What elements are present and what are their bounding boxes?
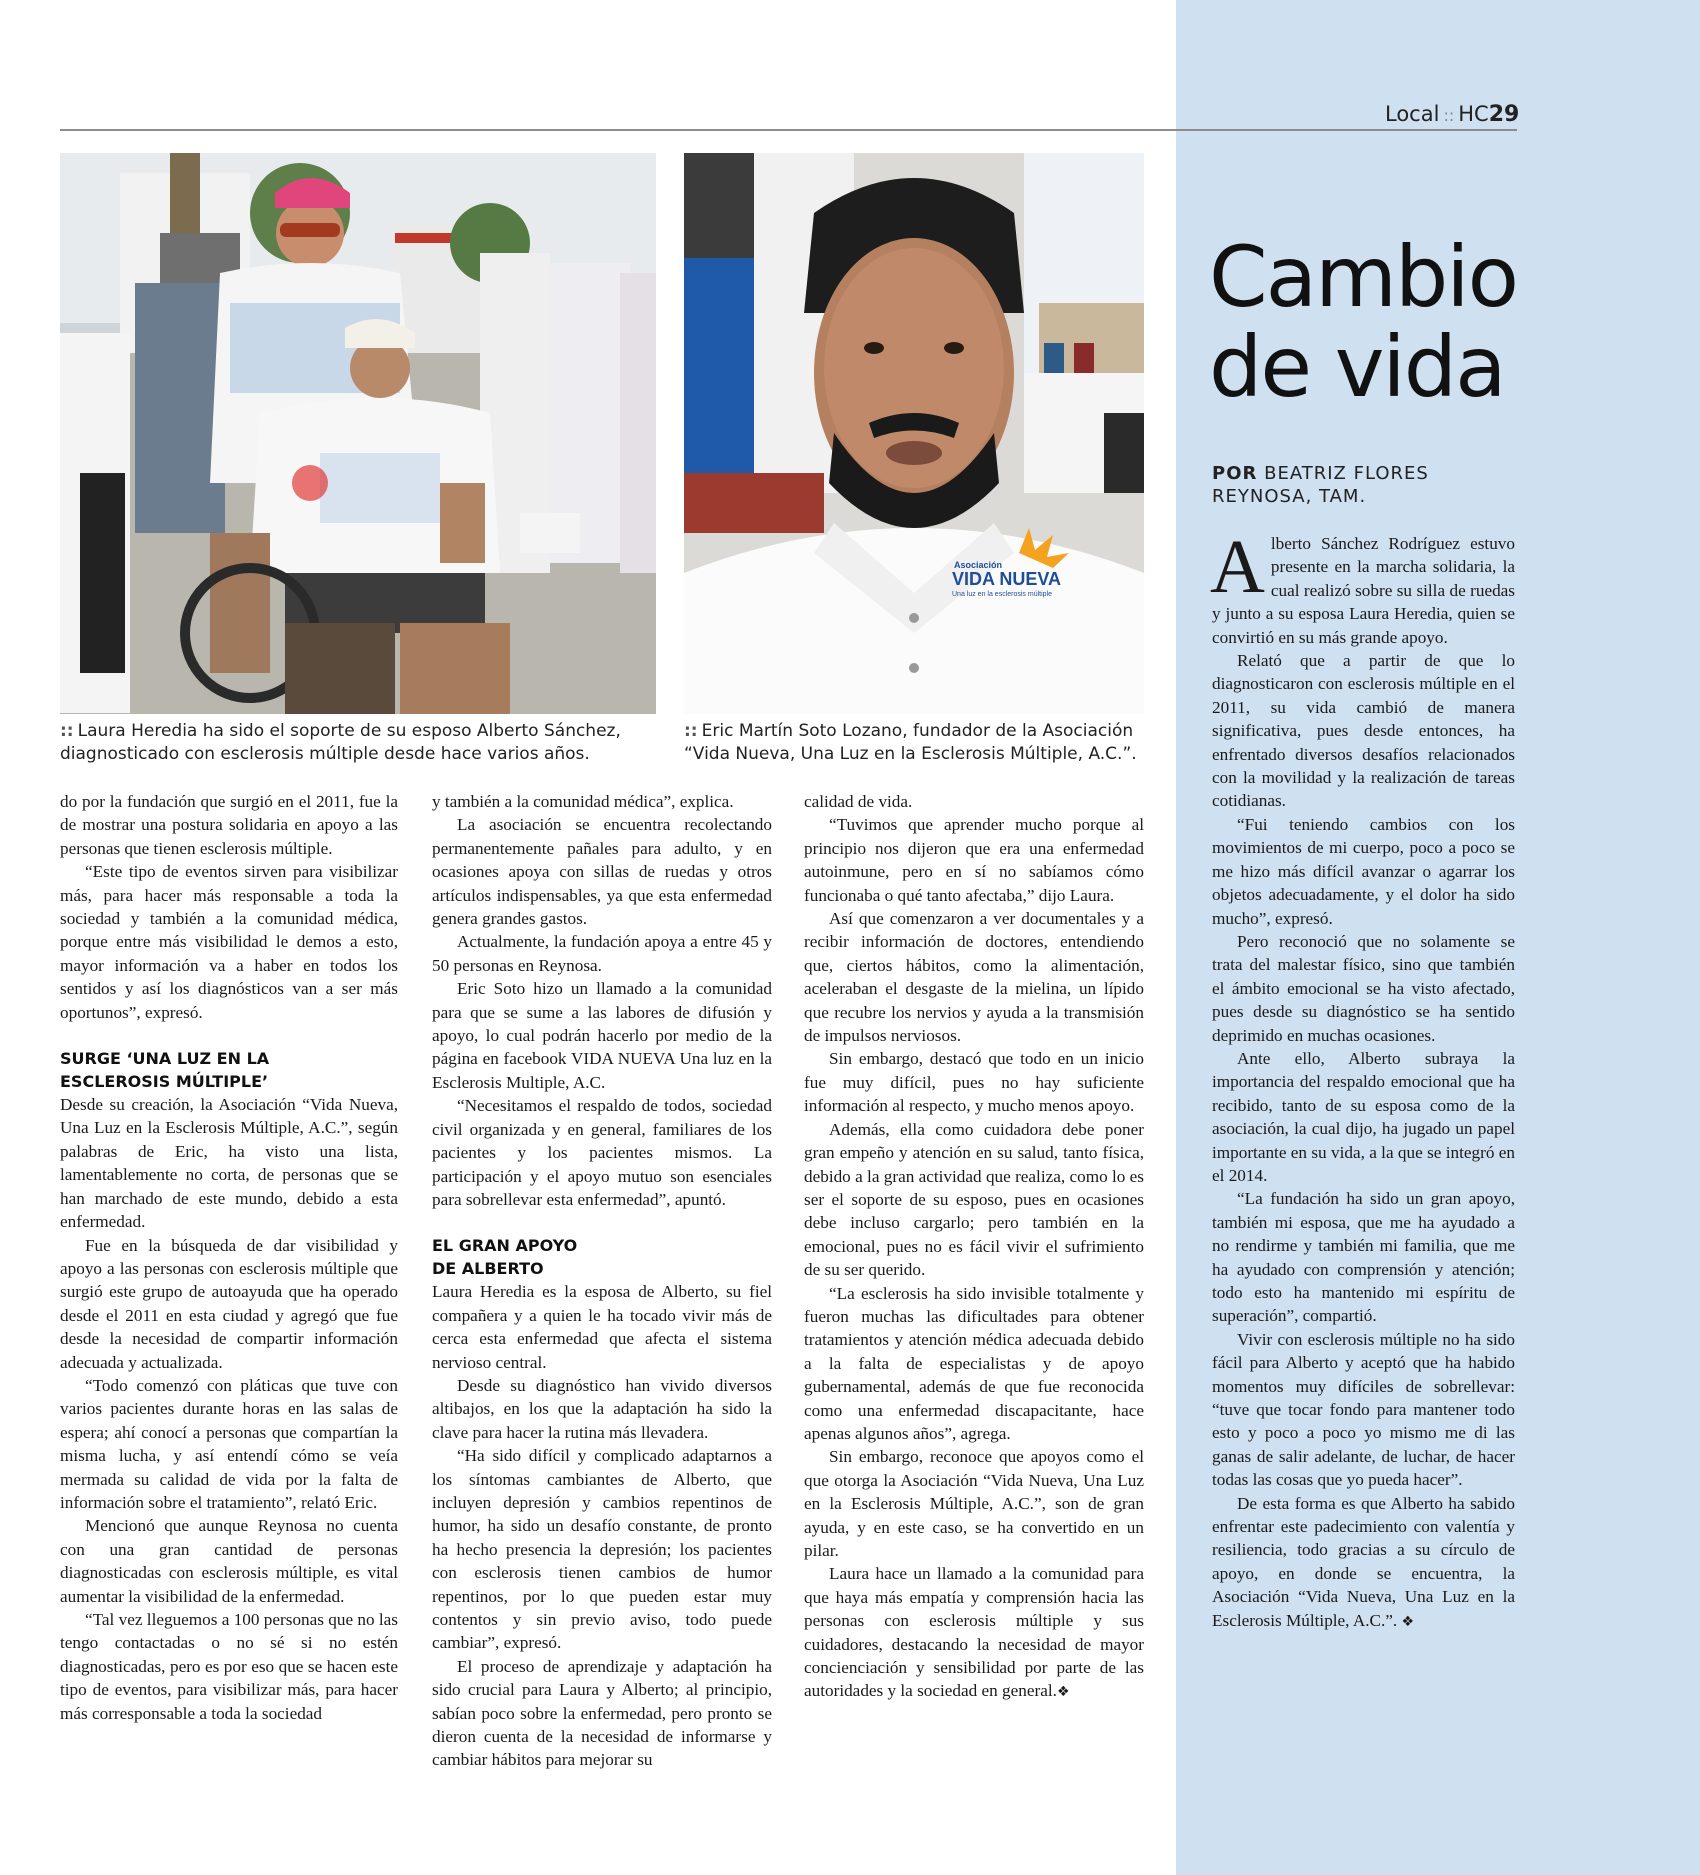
header-rule (60, 129, 1517, 131)
end-mark-icon: ❖ (1056, 1684, 1070, 1701)
paragraph: Fue en la búsqueda de dar visibilidad y apoyo a las personas con esclerosis múltiple que surgió este grupo de autoayuda que ha operado desde el 2011 en esta ciudad y agregó que fue desde la necesidad de compartir información adecuada y actualizada. (60, 1235, 398, 1372)
subheading-line: EL GRAN APOYO (432, 1236, 578, 1256)
photo-man-portrait (684, 153, 1144, 714)
subheading-una-luz (60, 1047, 398, 1093)
paragraph: Laura Heredia es la esposa de Alberto, su fiel compañera y a quien le ha tocado vivir más de cerca esta enfermedad que afecta el sistema nervioso central. (432, 1282, 772, 1372)
drop-cap: A (1210, 525, 1265, 609)
headline-line: Cambio (1209, 228, 1518, 326)
paragraph: Mencionó que aunque Reynosa no cuenta con una gran cantidad de personas diagnosticadas con esclerosis múltiple, es vital aumentar la visibilidad de la enfermedad. (60, 1516, 398, 1606)
paragraph: do por la fundación que surgió en el 2011, fue la de mostrar una postura solidaria en apoyo a las personas que tienen esclerosis múltiple. (60, 792, 398, 858)
paragraph: “Todo comenzó con pláticas que tuve con varios pacientes durante horas en las salas de espera; ahí conocí a personas que compartían la misma lucha, y así entendí cómo se veía mermada su calidad de vida por la falta de información sobre el tratamiento”, relató Eric. (60, 1375, 398, 1512)
subheading-gran-apoyo (432, 1234, 772, 1280)
headline (1209, 228, 1529, 416)
byline-author: BEATRIZ FLORES (1264, 463, 1429, 484)
paragraph: Vivir con esclerosis múltiple no ha sido fácil para Alberto y aceptó que ha habido momentos muy difíciles de sobrellevar: “tuve que tocar fondo para mantener todo esto y poco a poco yo mismo me di las ganas de salir adelante, de luchar, de hacer todas las cosas que yo pueda hacer”. (1212, 1329, 1515, 1490)
paragraph: “Este tipo de eventos sirven para visibilizar más, para hacer más responsable a toda la sociedad y también a la comunidad médica, porque entre más visibilidad le demos a esto, mayor información va a haber en todos los sentidos y así los diagnósticos van a ser más oportunos”, expresó. (60, 862, 398, 1022)
shirt-logo-top: Asociación (954, 560, 1003, 570)
paragraph: Sin embargo, reconoce que apoyos como el que otorga la Asociación “Vida Nueva, Una Luz en la Esclerosis Múltiple, A.C.”, son de gran ayuda, y en este caso, se ha convertido en un pilar. (804, 1447, 1144, 1560)
headline-line: de vida (1209, 318, 1505, 416)
article-column-2 (432, 790, 772, 1772)
paragraph: El proceso de aprendizaje y adaptación ha sido crucial para Laura y Alberto; al principio, sabían poco sobre la enfermedad, pero pronto se dieron cuenta de la necesidad de informarse y cambiar hábitos para mejorar su (432, 1656, 772, 1770)
paragraph: Así que comenzaron a ver documentales y a recibir información de doctores, entendiendo que, ciertos hábitos, como la alimentación, aceleraban el desgaste de la mielina, un lípido que recubre los nervios y ayuda a la transmisión de impulsos nerviosos. (804, 909, 1144, 1046)
paragraph: Sin embargo, destacó que todo en un inicio fue muy difícil, pues no hay suficiente información al respecto, y mucho menos apoyo. (804, 1049, 1144, 1116)
paragraph: Además, ella como cuidadora debe poner gran empeño y atención en su salud, tanto física, debido a la gran actividad que realiza, como lo es ser el soporte de su esposo, pues en ocasiones debe incluso cargarlo; pero también en la emocional, pues no es fácil vivir el sufrimiento de su ser querido. (804, 1119, 1144, 1280)
paragraph-text: De esta forma es que Alberto ha sabido enfrentar este padecimiento con valentía y resiliencia, todo gracias a su círculo de apoyo, en donde se encuentra, la Asociación “Vida Nueva, Una Luz en la Esclerosis Múltiple, A.C.”. (1212, 1493, 1515, 1630)
shirt-logo-main: VIDA NUEVA (952, 569, 1062, 589)
photo-man-portrait-graphic (684, 153, 1144, 714)
caption-text: Eric Martín Soto Lozano, fundador de la Asociación “Vida Nueva, Una Luz en la Esclerosis Múltiple, A.C.”. (684, 721, 1137, 764)
paragraph: “Tuvimos que aprender mucho porque al principio nos dijeron que era una enfermedad autoinmune, pero en sí no sabíamos cómo funcionaba o qué tanto afectaba,” dijo Laura. (804, 815, 1144, 905)
article-column-3 (804, 790, 1144, 1705)
paragraph: Pero reconoció que no solamente se trata del malestar físico, sino que también el ámbito emocional se ha visto afectado, pues desde su diagnóstico se ha sentido deprimido en muchas ocasiones. (1212, 931, 1515, 1045)
subheading-line: ESCLEROSIS MÚLTIPLE’ (60, 1072, 269, 1092)
paragraph: calidad de vida. (804, 792, 913, 811)
paragraph: “Ha sido difícil y complicado adaptarnos a los síntomas cambiantes de Alberto, que incluyen depresión y cambios repentinos de humor, ha sido un desafío constante, de pronto ha hecho presencia la depresión; los pacientes con esclerosis tienen cambios de humor repentinos, por lo que pueden estar muy contentos y sin previo aviso, todo puede cambiar”, expresó. (432, 1446, 772, 1653)
photo-caption-1 (60, 720, 660, 766)
header-separator: :: (1443, 106, 1455, 125)
photo-caption-2 (684, 720, 1154, 766)
paragraph: “Tal vez lleguemos a 100 personas que no las tengo contactadas o no sé si no estén diagnosticadas, pero es por eso que se hacen este tipo de eventos, para visibilizar más, para hacer más corresponsable a toda la sociedad (60, 1610, 398, 1723)
page-number: 29 (1488, 102, 1520, 127)
caption-marker: :: (684, 721, 698, 741)
page-header (1385, 102, 1520, 132)
photo-wheelchair-couple (60, 153, 656, 714)
subheading-line: DE ALBERTO (432, 1259, 544, 1279)
paragraph (804, 1562, 1144, 1704)
byline-label: POR (1212, 463, 1258, 484)
caption-marker: :: (60, 721, 74, 741)
byline-place: REYNOSA, TAM. (1212, 486, 1367, 507)
paragraph: “La fundación ha sido un gran apoyo, también mi esposa, que me ha ayudado a no rendirme y también mi familia, que me ha ayudado con comprensión y atención; todo esto ha mantenido mi espíritu de superación”, compartió. (1212, 1189, 1515, 1326)
paragraph (1210, 525, 1515, 649)
paragraph: Desde su diagnóstico han vivido diversos altibajos, en los que la adaptación ha sido la clave para hacer la rutina más llevadera. (432, 1375, 772, 1442)
paragraph: “La esclerosis ha sido invisible totalmente y fueron muchas las dificultades para obtener tratamientos y atención médica adecuada debido a la falta de especialistas y de apoyo gubernamental, además de que fue reconocida como una enfermedad discapacitante, hace apenas algunos años”, agrega. (804, 1283, 1144, 1443)
paragraph: “Necesitamos el respaldo de todos, sociedad civil organizada y en general, familiares de los pacientes y los pacientes mismos. La participación y el apoyo mutuo son esenciales para sobrellevar esta enfermedad”, apuntó. (432, 1096, 772, 1209)
subheading-line: SURGE ‘UNA LUZ EN LA (60, 1049, 270, 1069)
paragraph: Actualmente, la fundación apoya a entre 45 y 50 personas en Reynosa. (432, 932, 772, 975)
photo-wheelchair-couple-graphic (60, 153, 656, 714)
paragraph: Ante ello, Alberto subraya la importancia del respaldo emocional que ha recibido, tanto de su esposa como de la asociación, la cual dijo, ha jugado un papel importante en su vida, a la que se integró en el 2014. (1212, 1048, 1515, 1185)
paragraph: Desde su creación, la Asociación “Vida Nueva, Una Luz en la Esclerosis Múltiple, A.C.”, según palabras de Eric, ha visto una lista, lamentablemente no corta, de personas que se han marchado de este mundo, debido a esta enfermedad. (60, 1095, 398, 1232)
paragraph-text: lberto Sánchez Rodríguez estuvo presente en la marcha solidaria, la cual realizó sobre su silla de ruedas y junto a su esposa Laura Heredia, quien se convirtió en su más grande apoyo. (1212, 534, 1515, 647)
section-name: Local (1385, 102, 1440, 126)
end-mark-icon: ❖ (1401, 1613, 1415, 1630)
paragraph: Eric Soto hizo un llamado a la comunidad para que se sume a las labores de difusión y apoyo, lo cual podrán hacerlo por medio de la página en facebook VIDA NUEVA Una luz en la Esclerosis Multiple, A.C. (432, 979, 772, 1092)
paragraph: La asociación se encuentra recolectando permanentemente pañales para adulto, y en ocasiones apoya con sillas de ruedas y otros artículos indispensables, ya que esta enfermedad genera grandes gastos. (432, 815, 772, 929)
paragraph: y también a la comunidad médica”, explica. (432, 792, 734, 811)
publication-code: HC (1458, 102, 1489, 126)
paragraph (1212, 1492, 1515, 1634)
paragraph: “Fui teniendo cambios con los movimientos de mi cuerpo, poco a poco se me hizo más difícil avanzar o agarrar los objetos adecuadamente, y el dolor ha sido mucho”, expresó. (1212, 814, 1515, 928)
shirt-logo-sub: Una luz en la esclerosis múltiple (952, 591, 1052, 598)
paragraph: Relató que a partir de que lo diagnosticaron con esclerosis múltiple en el 2011, su vida cambió de manera significativa, pues desde entonces, ha enfrentado diversos desafíos relacionados con la movilidad y la realización de tareas cotidianas. (1212, 651, 1515, 811)
paragraph-text: Laura hace un llamado a la comunidad para que haya más empatía y comprensión hacia las personas con esclerosis múltiple y sus cuidadores, destacando la necesidad de mayor concienciación y sensibilidad por parte de las autoridades y la sociedad en general. (804, 1564, 1144, 1701)
article-column-1 (60, 790, 398, 1725)
byline (1212, 462, 1512, 508)
caption-text: Laura Heredia ha sido el soporte de su esposo Alberto Sánchez, diagnosticado con esclerosis múltiple desde hace varios años. (60, 721, 621, 764)
sidebar-column (1210, 525, 1515, 1634)
